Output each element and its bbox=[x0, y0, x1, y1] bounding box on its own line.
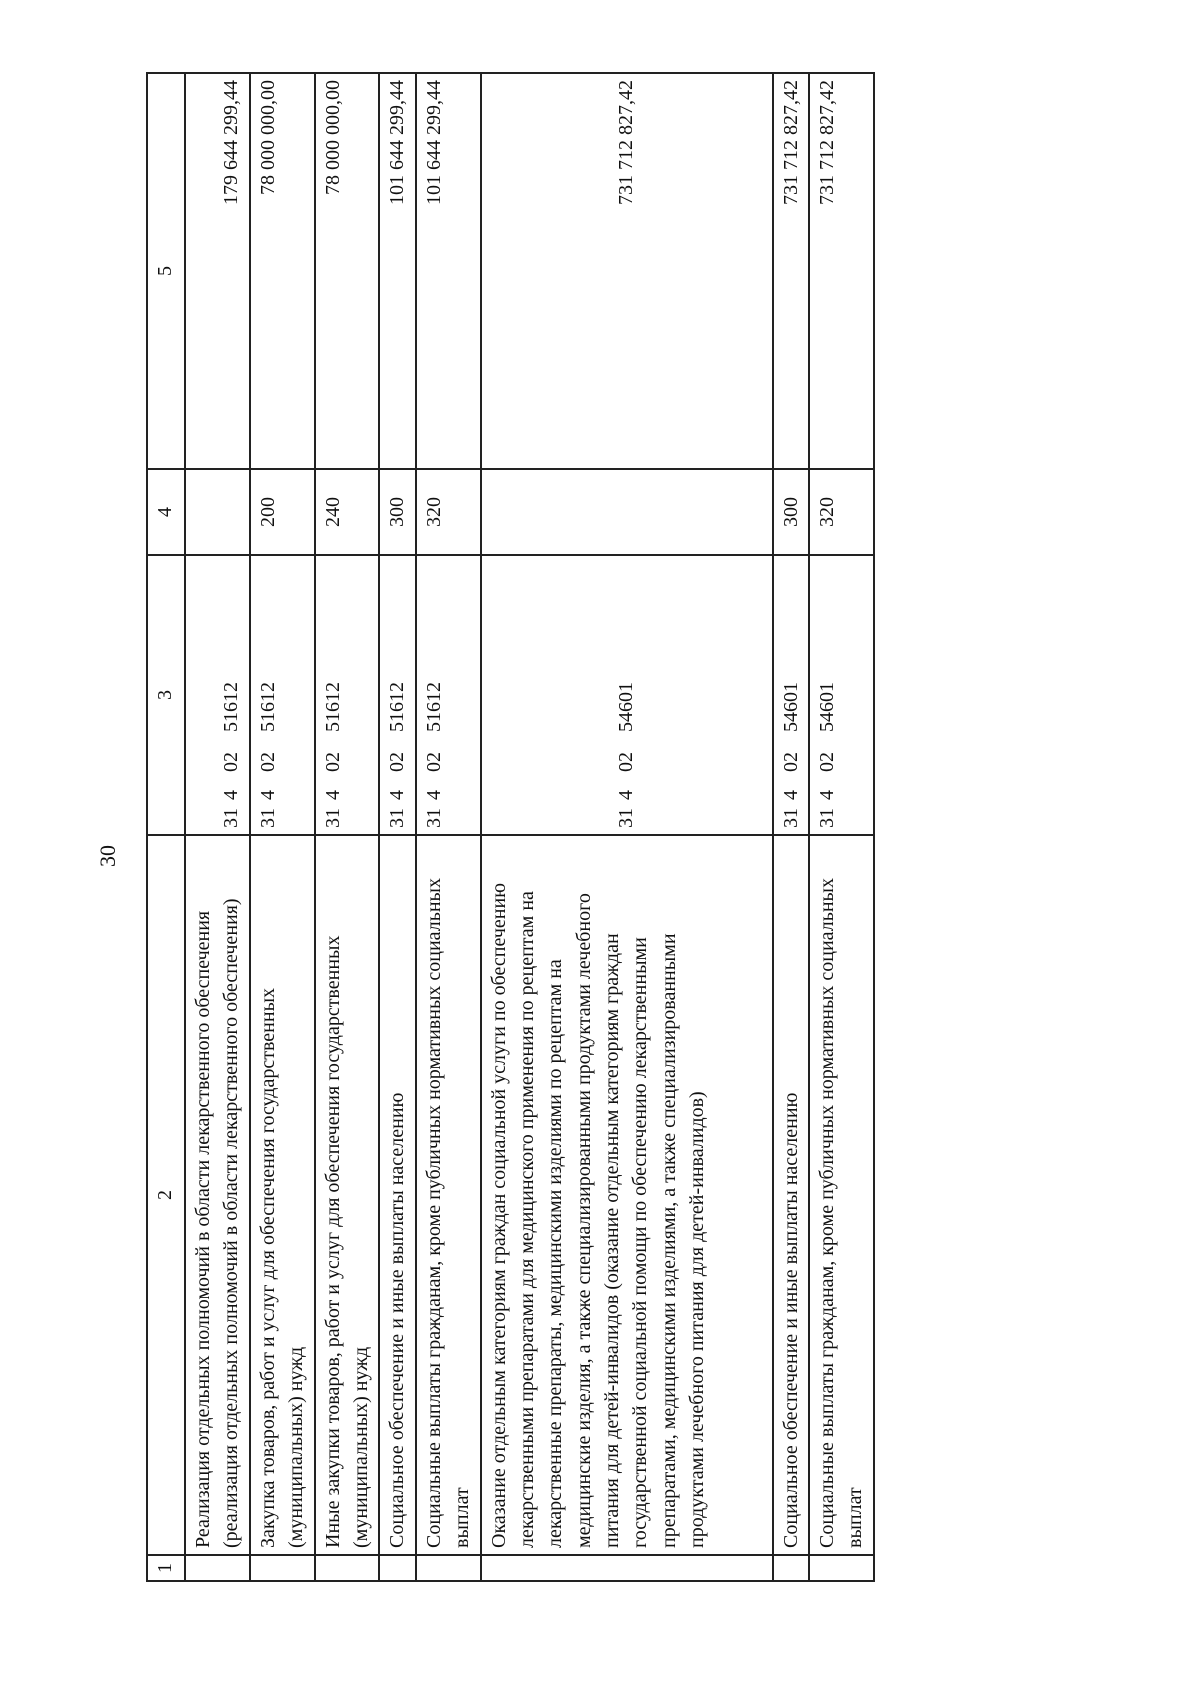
amount-cell: 78 000 000,00 bbox=[250, 73, 315, 469]
row-number-cell bbox=[773, 1555, 809, 1581]
description-cell: Социальные выплаты гражданам, кроме публичных нормативных социальных выплат bbox=[416, 835, 481, 1555]
expense-type-cell bbox=[481, 469, 773, 555]
code-part: 02 bbox=[321, 752, 344, 772]
code-part: 4 bbox=[256, 790, 279, 800]
table-header-row bbox=[147, 73, 185, 1581]
row-number-cell bbox=[416, 1555, 481, 1581]
code-part: 4 bbox=[321, 790, 344, 800]
expense-type-cell: 300 bbox=[773, 469, 809, 555]
table-row bbox=[809, 73, 874, 1581]
description-cell: Иные закупки товаров, работ и услуг для обеспечения государственных (муниципальных) нужд bbox=[315, 835, 380, 1555]
header-col-5: 5 bbox=[147, 73, 185, 469]
row-number-cell bbox=[809, 1555, 874, 1581]
table-row bbox=[481, 73, 773, 1581]
amount-cell: 101 644 299,44 bbox=[379, 73, 415, 469]
budget-table bbox=[146, 72, 875, 1582]
description-cell: Социальные выплаты гражданам, кроме публичных нормативных социальных выплат bbox=[809, 835, 874, 1555]
code-part: 51612 bbox=[386, 682, 409, 732]
code-part: 4 bbox=[220, 790, 243, 800]
row-number-cell bbox=[481, 1555, 773, 1581]
expense-type-cell: 320 bbox=[809, 469, 874, 555]
description-cell: Социальное обеспечение и иные выплаты населению bbox=[379, 835, 415, 1555]
code-part: 31 bbox=[386, 808, 409, 828]
code-part: 4 bbox=[615, 790, 638, 800]
header-col-2: 2 bbox=[147, 835, 185, 1555]
description-cell: Реализация отдельных полномочий в области лекарственного обеспечения (реализация отдельных полномочий в области лекарственного обеспечения) bbox=[185, 835, 250, 1555]
amount-cell: 179 644 299,44 bbox=[185, 73, 250, 469]
expense-type-cell: 240 bbox=[315, 469, 380, 555]
code-part: 51612 bbox=[321, 682, 344, 732]
code-part: 54601 bbox=[816, 682, 839, 732]
table-row bbox=[416, 73, 481, 1581]
code-part: 4 bbox=[386, 790, 409, 800]
code-part: 02 bbox=[779, 752, 802, 772]
code-part: 4 bbox=[779, 790, 802, 800]
table-row bbox=[379, 73, 415, 1581]
code-part: 54601 bbox=[779, 682, 802, 732]
amount-cell: 101 644 299,44 bbox=[416, 73, 481, 469]
code-part: 02 bbox=[816, 752, 839, 772]
code-cell bbox=[481, 555, 773, 835]
code-part: 31 bbox=[256, 808, 279, 828]
row-number-cell bbox=[250, 1555, 315, 1581]
code-part: 31 bbox=[615, 808, 638, 828]
code-part: 31 bbox=[321, 808, 344, 828]
code-part: 51612 bbox=[422, 682, 445, 732]
code-cell bbox=[185, 555, 250, 835]
code-part: 4 bbox=[422, 790, 445, 800]
code-part: 54601 bbox=[615, 682, 638, 732]
code-part: 02 bbox=[386, 752, 409, 772]
header-col-3: 3 bbox=[147, 555, 185, 835]
table-row bbox=[250, 73, 315, 1581]
page-number: 30 bbox=[95, 845, 120, 867]
header-col-4: 4 bbox=[147, 469, 185, 555]
code-part: 4 bbox=[816, 790, 839, 800]
row-number-cell bbox=[185, 1555, 250, 1581]
code-part: 31 bbox=[220, 808, 243, 828]
code-cell bbox=[416, 555, 481, 835]
row-number-cell bbox=[379, 1555, 415, 1581]
code-cell bbox=[379, 555, 415, 835]
code-part: 02 bbox=[422, 752, 445, 772]
amount-cell: 731 712 827,42 bbox=[773, 73, 809, 469]
code-part: 51612 bbox=[220, 682, 243, 732]
code-cell bbox=[809, 555, 874, 835]
code-cell bbox=[315, 555, 380, 835]
expense-type-cell: 200 bbox=[250, 469, 315, 555]
expense-type-cell bbox=[185, 469, 250, 555]
code-cell bbox=[250, 555, 315, 835]
code-part: 02 bbox=[220, 752, 243, 772]
amount-cell: 731 712 827,42 bbox=[481, 73, 773, 469]
code-part: 31 bbox=[816, 808, 839, 828]
table-row bbox=[773, 73, 809, 1581]
code-cell bbox=[773, 555, 809, 835]
code-part: 02 bbox=[256, 752, 279, 772]
code-part: 31 bbox=[422, 808, 445, 828]
code-part: 51612 bbox=[256, 682, 279, 732]
table-row bbox=[185, 73, 250, 1581]
header-col-1: 1 bbox=[147, 1555, 185, 1581]
amount-cell: 78 000 000,00 bbox=[315, 73, 380, 469]
amount-cell: 731 712 827,42 bbox=[809, 73, 874, 469]
rotated-table-container bbox=[146, 74, 1030, 1582]
row-number-cell bbox=[315, 1555, 380, 1581]
description-cell: Закупка товаров, работ и услуг для обеспечения государственных (муниципальных) нужд bbox=[250, 835, 315, 1555]
code-part: 02 bbox=[615, 752, 638, 772]
code-part: 31 bbox=[779, 808, 802, 828]
expense-type-cell: 320 bbox=[416, 469, 481, 555]
description-cell: Социальное обеспечение и иные выплаты населению bbox=[773, 835, 809, 1555]
table-row bbox=[315, 73, 380, 1581]
expense-type-cell: 300 bbox=[379, 469, 415, 555]
description-cell: Оказание отдельным категориям граждан социальной услуги по обеспечению лекарственными препаратами для медицинского применения по рецептам на лекарственные препараты, медицинскими изделиями по рецептам на медицинские изделия, а также специализированными продуктами лечебного питания для детей-инвалидов (оказание отдельным категориям граждан государственной социальной помощи по обеспечению лекарственными препаратами, медицинскими изделиями, а также специализированными продуктами лечебного питания для детей-инвалидов) bbox=[481, 835, 773, 1555]
